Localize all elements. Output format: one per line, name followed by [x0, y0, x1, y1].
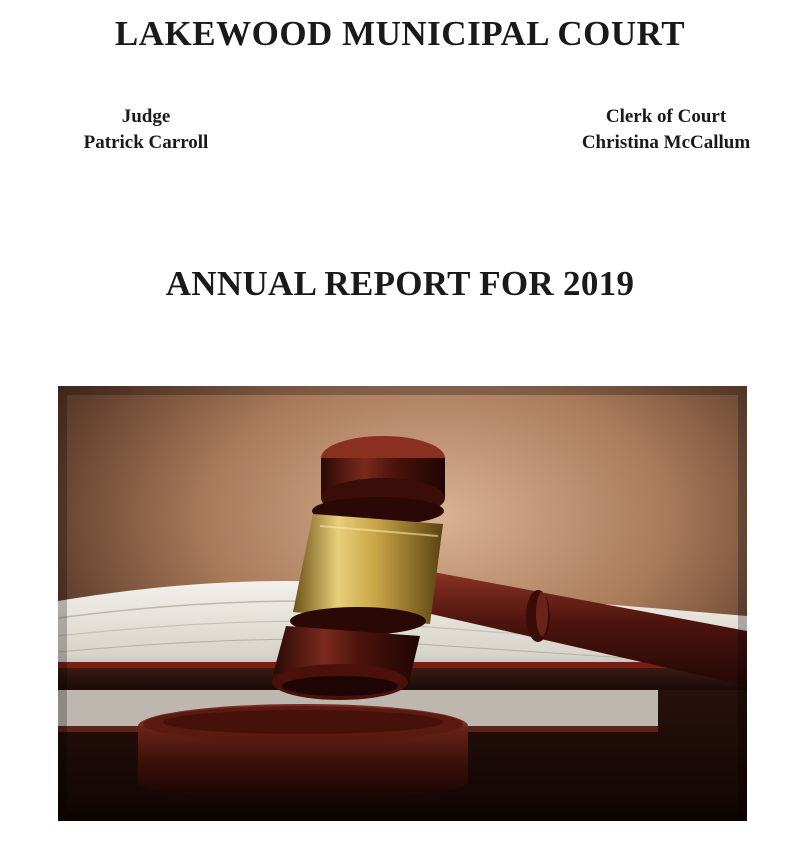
- court-name-heading: LAKEWOOD MUNICIPAL COURT: [114, 14, 686, 53]
- clerk-name: Christina McCallum: [581, 132, 751, 153]
- gavel-photo: [58, 386, 747, 821]
- gavel-illustration: [58, 386, 747, 821]
- judge-block: [56, 104, 236, 156]
- judge-name: Patrick Carroll: [83, 132, 209, 153]
- report-title: ANNUAL REPORT FOR 2019: [165, 264, 635, 303]
- sound-block: [138, 704, 468, 800]
- clerk-block: [556, 104, 776, 156]
- judge-role-label: Judge: [121, 106, 171, 127]
- clerk-role-label: Clerk of Court: [605, 106, 727, 127]
